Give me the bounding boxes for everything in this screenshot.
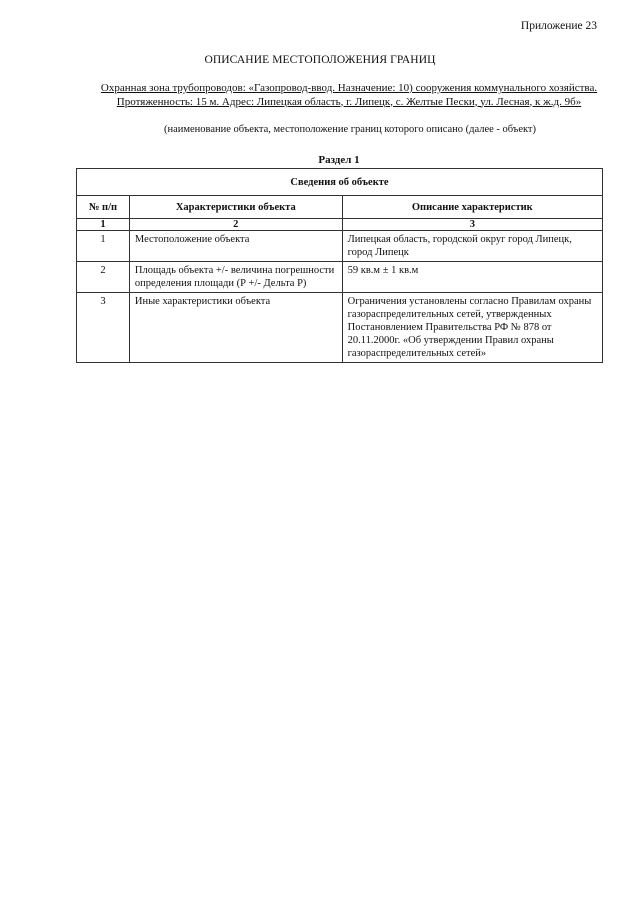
column-number: 1	[77, 219, 130, 231]
row-number: 2	[77, 262, 130, 293]
row-number: 3	[77, 293, 130, 363]
header-characteristic: Характеристики объекта	[129, 196, 342, 219]
header-number: № п/п	[77, 196, 130, 219]
column-number: 2	[129, 219, 342, 231]
object-info-table	[76, 168, 603, 363]
row-description: Липецкая область, городской округ город Липецк, город Липецк	[342, 231, 602, 262]
document-title: ОПИСАНИЕ МЕСТОПОЛОЖЕНИЯ ГРАНИЦ	[204, 54, 436, 66]
object-caption: (наименование объекта, местоположение границ которого описано (далее - объект)	[163, 124, 537, 135]
table-title-row	[77, 169, 603, 196]
table-header-row	[77, 196, 603, 219]
row-characteristic: Иные характеристики объекта	[129, 293, 342, 363]
table-row	[77, 231, 603, 262]
table-title: Сведения об объекте	[77, 169, 603, 196]
row-description: 59 кв.м ± 1 кв.м	[342, 262, 602, 293]
object-description: Охранная зона трубопроводов: «Газопровод-ввод. Назначение: 10) сооружения коммунального хозяйства. Протяженность: 15 м. Адрес: Липецкая область, г. Липецк, с. Желтые Пески, ул. Лесная, к ж.д. 9б»	[100, 82, 598, 108]
row-characteristic: Местоположение объекта	[129, 231, 342, 262]
row-description: Ограничения установлены согласно Правилам охраны газораспределительных сетей, утвержденных Постановлением Правительства РФ № 878 от 20.11.2000г. «Об утверждении Правил охраны газораспределительных сетей»	[342, 293, 602, 363]
section-label: Раздел 1	[318, 154, 360, 166]
appendix-label: Приложение 23	[520, 20, 597, 32]
table-row	[77, 293, 603, 363]
header-description: Описание характеристик	[342, 196, 602, 219]
row-characteristic: Площадь объекта +/- величина погрешности определения площади (Р +/- Дельта Р)	[129, 262, 342, 293]
column-number-row	[77, 219, 603, 231]
row-number: 1	[77, 231, 130, 262]
column-number: 3	[342, 219, 602, 231]
table-row	[77, 262, 603, 293]
